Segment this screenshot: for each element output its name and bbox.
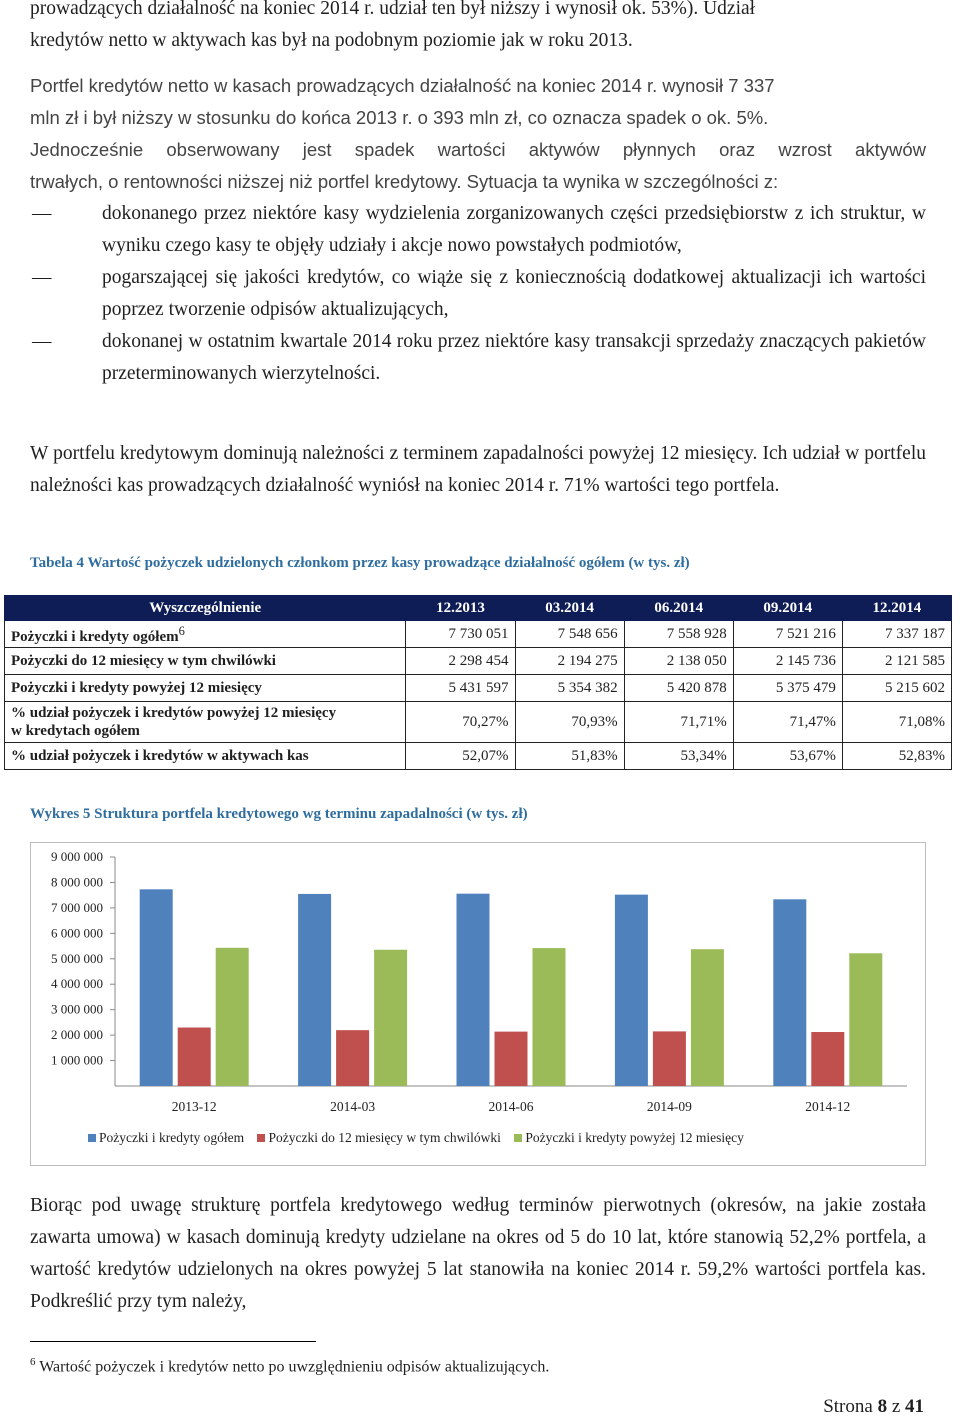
page-number-total: 41	[905, 1396, 924, 1417]
y-tick-label: 2 000 000	[51, 1027, 103, 1043]
table-row	[5, 621, 952, 648]
table-cell: 5 354 382	[515, 675, 624, 702]
row-label: % udział pożyczek i kredytów w aktywach kas	[5, 743, 406, 770]
table-cell: 7 337 187	[842, 621, 951, 648]
table-cell: 2 145 736	[733, 648, 842, 675]
bar-chart	[31, 843, 925, 1165]
table-cell: 71,47%	[733, 702, 842, 743]
bar	[773, 899, 806, 1086]
table-cell: 2 121 585	[842, 648, 951, 675]
footnote-separator	[30, 1341, 316, 1342]
x-tick-label: 2014-06	[488, 1099, 534, 1114]
table-cell: 2 298 454	[406, 648, 515, 675]
y-tick-label: 4 000 000	[51, 976, 103, 992]
row-label	[5, 621, 406, 648]
paragraph-2-line-2: mln zł i był niższy w stosunku do końca 2013 r. o 393 mln zł, co oznacza spadek o ok. 5%.	[30, 107, 769, 128]
table-cell: 5 431 597	[406, 675, 515, 702]
table-cell: 52,83%	[842, 743, 951, 770]
x-tick-label: 2014-12	[805, 1099, 851, 1114]
table-row	[5, 702, 952, 743]
column-header: 03.2014	[515, 596, 624, 621]
bar	[178, 1028, 211, 1086]
y-tick-label: 8 000 000	[51, 874, 103, 890]
bar	[298, 894, 331, 1086]
table-cell: 53,67%	[733, 743, 842, 770]
legend-item	[514, 1130, 744, 1145]
column-header: Wyszczególnienie	[5, 596, 406, 621]
bullet-text: dokonanego przez niektóre kasy wydzielenia zorganizowanych części przedsiębiorstw z ich struktur, w wyniku czego kasy te objęły udziały i akcje nowo powstałych podmiotów,	[102, 203, 926, 256]
table-cell: 7 521 216	[733, 621, 842, 648]
y-tick-label: 6 000 000	[51, 925, 103, 941]
bar	[849, 953, 882, 1086]
table-cell: 53,34%	[624, 743, 733, 770]
table-cell: 51,83%	[515, 743, 624, 770]
chart-legend	[88, 1130, 754, 1146]
paragraph-2-line-4b: Sytuacja ta wynika w szczególności z:	[461, 171, 779, 192]
paragraph-2-line-4	[30, 166, 926, 199]
y-tick-label: 9 000 000	[51, 849, 103, 864]
dash-bullet: —	[32, 203, 52, 224]
dash-bullet: —	[32, 331, 52, 352]
bar	[216, 948, 249, 1086]
bar	[457, 894, 490, 1086]
dash-bullet: —	[32, 267, 52, 288]
chart-caption: Wykres 5 Struktura portfela kredytowego wg terminu zapadalności (w tys. zł)	[30, 806, 528, 822]
loans-table	[4, 595, 952, 770]
table-cell: 71,71%	[624, 702, 733, 743]
bar	[691, 949, 724, 1086]
table-cell: 7 730 051	[406, 621, 515, 648]
legend-swatch	[88, 1134, 96, 1142]
table-row	[5, 648, 952, 675]
column-header: 06.2014	[624, 596, 733, 621]
paragraph-3: W portfelu kredytowym dominują należności z terminem zapadalności powyżej 12 miesięcy. Ich udział w portfelu należności kas prowadzących działalność wyniósł na koniec 2014 r. 71% wartości tego portfela.	[30, 443, 926, 496]
table-cell: 52,07%	[406, 743, 515, 770]
bullet-text: dokonanej w ostatnim kwartale 2014 roku przez niektóre kasy transakcji sprzedaży znaczących pakietów przeterminowanych wierzytelności.	[102, 331, 926, 384]
legend-label: Pożyczki do 12 miesięcy w tym chwilówki	[268, 1130, 501, 1145]
bar	[336, 1030, 369, 1086]
row-label-line-1: % udział pożyczek i kredytów powyżej 12 miesięcy	[11, 705, 337, 721]
table-cell: 5 375 479	[733, 675, 842, 702]
bar	[615, 895, 648, 1086]
paragraph-2-line-3: Jednocześnie obserwowany jest spadek wartości aktywów płynnych oraz wzrost aktywów	[30, 139, 926, 160]
list-item	[30, 326, 926, 390]
legend-item	[88, 1130, 244, 1145]
row-label	[5, 702, 406, 743]
page-number-current: 8	[877, 1396, 888, 1417]
table-cell: 71,08%	[842, 702, 951, 743]
bar	[811, 1032, 844, 1086]
legend-item	[257, 1130, 500, 1145]
table-header-row	[5, 596, 952, 621]
reasons-list	[30, 198, 926, 390]
legend-swatch	[514, 1134, 522, 1142]
paragraph-2-line-4a: trwałych, o rentowności niższej niż portfel kredytowy.	[30, 171, 462, 192]
row-label-line-2: w kredytach ogółem	[11, 723, 140, 739]
row-label-text: Pożyczki i kredyty ogółem	[11, 629, 179, 645]
table-cell: 5 215 602	[842, 675, 951, 702]
row-label: Pożyczki i kredyty powyżej 12 miesięcy	[5, 675, 406, 702]
row-label: Pożyczki do 12 miesięcy w tym chwilówki	[5, 648, 406, 675]
table-row	[5, 675, 952, 702]
footnote-mark: 6	[30, 1356, 36, 1368]
table-cell: 2 194 275	[515, 648, 624, 675]
legend-label: Pożyczki i kredyty ogółem	[99, 1130, 245, 1145]
table-row	[5, 743, 952, 770]
y-tick-label: 7 000 000	[51, 899, 103, 915]
bar	[495, 1032, 528, 1086]
table-cell: 70,27%	[406, 702, 515, 743]
paragraph-1-line-2: kredytów netto w aktywach kas był na podobnym poziomie jak w roku 2013.	[30, 30, 633, 51]
paragraph-4: Biorąc pod uwagę strukturę portfela kredytowego według terminów pierwotnych (okresów, na jakie została zawarta umowa) w kasach dominują kredyty udzielane na okres od 5 do 10 lat, które stanowią 52,2% portfela, a wartość kredytów udzielonych na okres powyżej 5 lat stanowiła na koniec 2014 r. 59,2% wartości portfela kas. Podkreślić przy tym należy,	[30, 1195, 926, 1312]
x-tick-label: 2013-12	[171, 1099, 217, 1114]
list-item	[30, 198, 926, 262]
paragraph-1-line-1: prowadzących działalność na koniec 2014 r. udział ten był niższy i wynosił ok. 53%). Udział	[30, 0, 756, 19]
table-cell: 7 558 928	[624, 621, 733, 648]
table-caption: Tabela 4 Wartość pożyczek udzielonych członkom przez kasy prowadzące działalność ogółem (w tys. zł)	[30, 555, 690, 571]
legend-label: Pożyczki i kredyty powyżej 12 miesięcy	[525, 1130, 744, 1145]
bar	[140, 889, 173, 1086]
column-header: 12.2014	[842, 596, 951, 621]
footnote-ref: 6	[178, 624, 185, 638]
chart-frame	[30, 842, 926, 1166]
legend-swatch	[257, 1134, 265, 1142]
bar	[374, 950, 407, 1086]
table-cell: 7 548 656	[515, 621, 624, 648]
table-cell: 70,93%	[515, 702, 624, 743]
footnote	[30, 1356, 549, 1376]
x-tick-label: 2014-09	[646, 1099, 692, 1114]
page-number	[823, 1396, 924, 1418]
x-tick-label: 2014-03	[330, 1099, 376, 1114]
y-tick-label: 5 000 000	[51, 950, 103, 966]
footnote-text: Wartość pożyczek i kredytów netto po uwzględnieniu odpisów aktualizujących.	[35, 1358, 550, 1376]
bar	[533, 948, 566, 1086]
y-tick-label: 1 000 000	[51, 1052, 103, 1068]
column-header: 12.2013	[406, 596, 515, 621]
table-cell: 5 420 878	[624, 675, 733, 702]
page-number-prefix: Strona	[823, 1396, 878, 1417]
list-item	[30, 262, 926, 326]
column-header: 09.2014	[733, 596, 842, 621]
bar	[653, 1031, 686, 1086]
table-cell: 2 138 050	[624, 648, 733, 675]
y-tick-label: 3 000 000	[51, 1001, 103, 1017]
page-number-sep: z	[887, 1396, 905, 1417]
bullet-text: pogarszającej się jakości kredytów, co wiąże się z koniecznością dodatkowej aktualizacji ich wartości poprzez tworzenie odpisów aktualizujących,	[102, 267, 926, 320]
paragraph-2-line-1: Portfel kredytów netto w kasach prowadzących działalność na koniec 2014 r. wynosił 7 337	[30, 75, 775, 96]
